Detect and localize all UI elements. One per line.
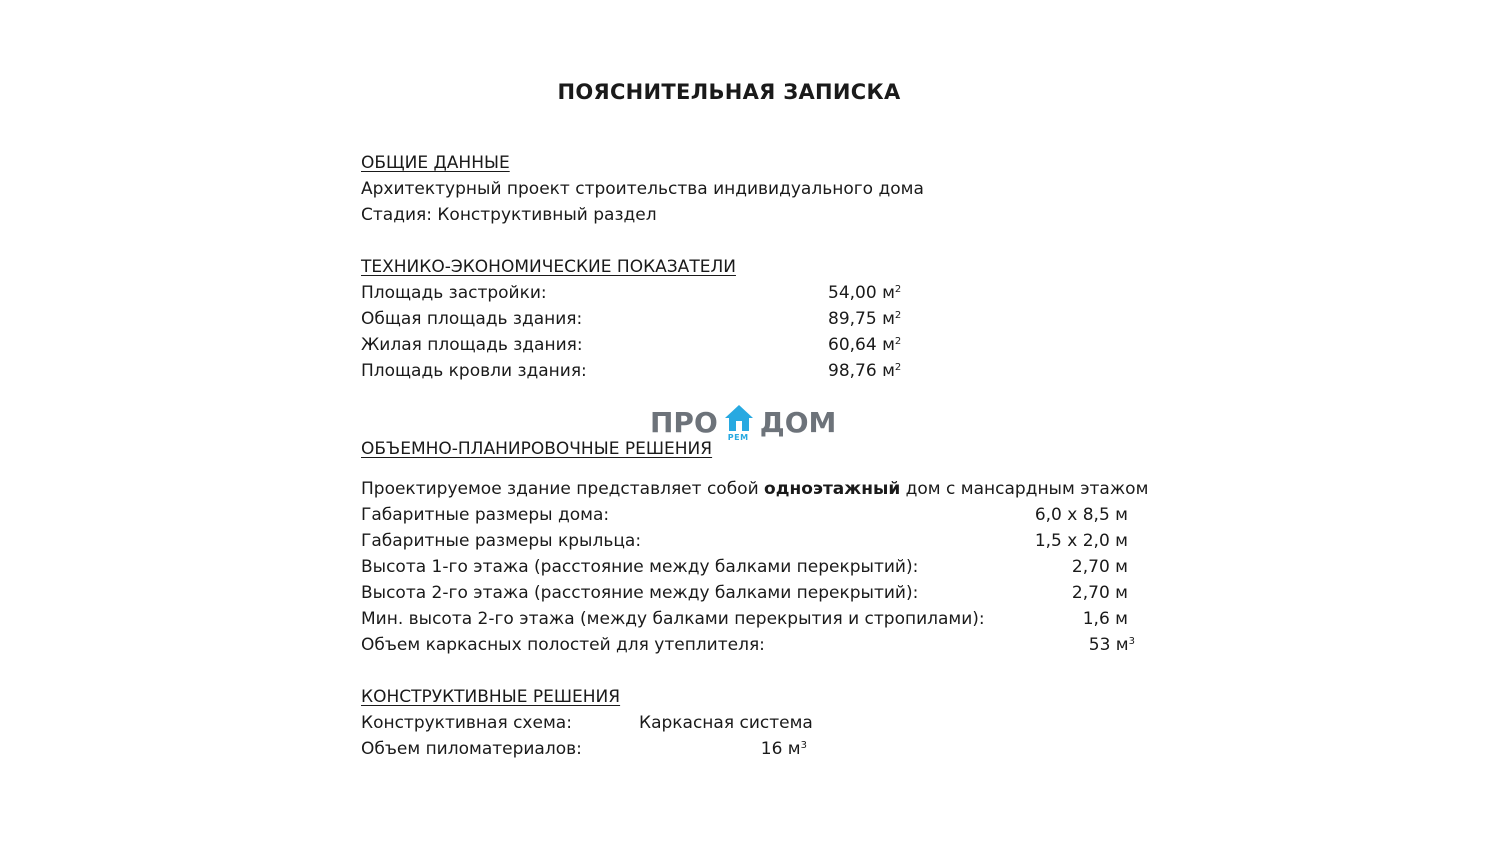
tep-label-building-area: Площадь застройки: <box>361 283 547 303</box>
tep-value-total-area: 89,75 $м^2$ <box>828 309 902 329</box>
logo-sub-text: РЕМ <box>727 433 749 442</box>
section-heading-tep: ТЕХНИКО-ЭКОНОМИЧЕСКИЕ ПОКАЗАТЕЛИ <box>361 257 736 277</box>
tep-value-living-area: 60,64 $м^2$ <box>828 335 902 355</box>
planning-label-floor2-height: Высота 2-го этажа (расстояние между балками перекрытий): <box>361 583 919 603</box>
planning-label-insulation-volume: Объем каркасных полостей для утеплителя: <box>361 635 765 655</box>
planning-label-floor1-height: Высота 1-го этажа (расстояние между балками перекрытий): <box>361 557 919 577</box>
construction-label-lumber-volume: Объем пиломатериалов: <box>361 739 582 759</box>
section-heading-planning: ОБЪЕМНО-ПЛАНИРОВОЧНЫЕ РЕШЕНИЯ <box>361 439 713 459</box>
planning-value-floor2-height: 2,70 м <box>1071 583 1128 603</box>
tep-label-total-area: Общая площадь здания: <box>361 309 583 329</box>
logo-text-pro: ПРО <box>650 405 718 439</box>
section-heading-construction: КОНСТРУКТИВНЫЕ РЕШЕНИЯ <box>361 687 621 707</box>
house-icon <box>724 403 754 441</box>
planning-intro: Проектируемое здание представляет собой одноэтажный дом с мансардным этажом <box>361 479 1149 499</box>
prodom-watermark-logo <box>650 402 836 442</box>
construction-value-scheme: Каркасная система <box>639 713 813 733</box>
tep-value-roof-area: 98,76 $м^2$ <box>828 361 902 381</box>
logo-text-dom: ДОМ <box>759 405 837 439</box>
planning-value-floor1-height: 2,70 м <box>1071 557 1128 577</box>
planning-label-floor2-min-height: Мин. высота 2-го этажа (между балками перекрытия и стропилами): <box>361 609 985 629</box>
planning-label-house-size: Габаритные размеры дома: <box>361 505 610 525</box>
planning-value-house-size: 6,0 х 8,5 м <box>1034 505 1128 525</box>
document-title: ПОЯСНИТЕЛЬНАЯ ЗАПИСКА <box>557 80 901 104</box>
construction-label-scheme: Конструктивная схема: <box>361 713 572 733</box>
planning-label-porch-size: Габаритные размеры крыльца: <box>361 531 642 551</box>
construction-value-lumber-volume: 16 $м^3$ <box>760 739 807 759</box>
planning-value-porch-size: 1,5 х 2,0 м <box>1034 531 1128 551</box>
tep-label-roof-area: Площадь кровли здания: <box>361 361 587 381</box>
general-line-stage: Стадия: Конструктивный раздел <box>361 205 657 225</box>
general-line-project: Архитектурный проект строительства индивидуального дома <box>361 179 924 199</box>
section-heading-general: ОБЩИЕ ДАННЫЕ <box>361 153 510 173</box>
planning-value-floor2-min-height: 1,6 м <box>1082 609 1128 629</box>
planning-value-insulation-volume: 53 $м^3$ <box>1088 635 1135 655</box>
tep-value-building-area: 54,00 $м^2$ <box>828 283 902 303</box>
tep-label-living-area: Жилая площадь здания: <box>361 335 583 355</box>
